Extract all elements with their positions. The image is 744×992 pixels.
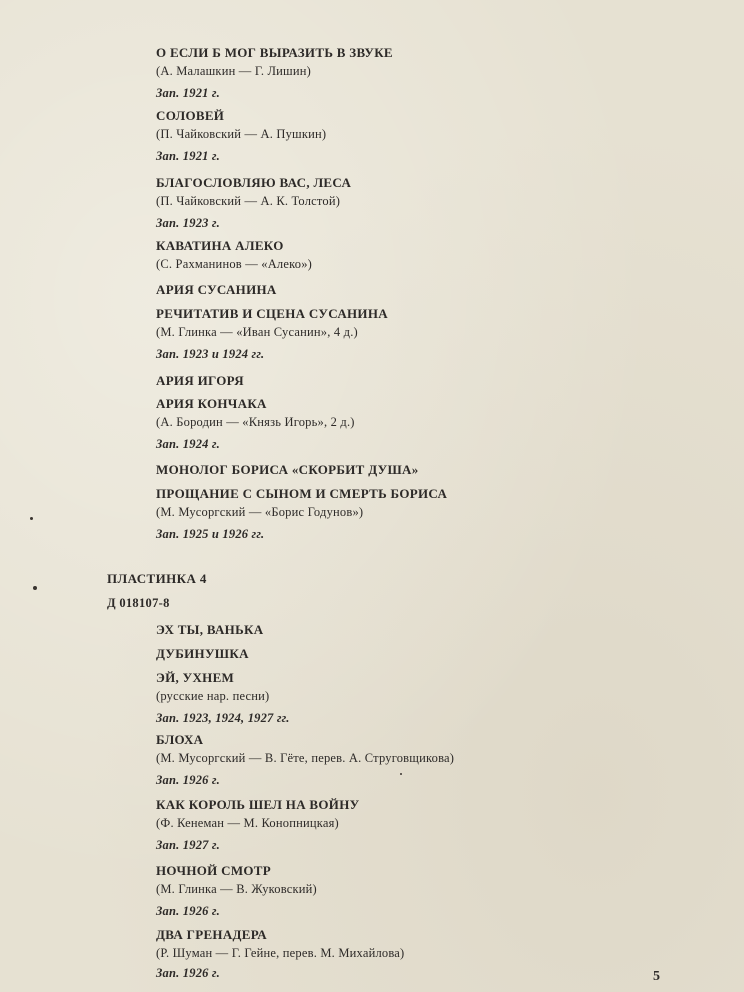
- entry-title: ДУБИНУШКА: [156, 646, 249, 661]
- entry-year: Зап. 1926 г.: [156, 904, 220, 918]
- entry-igor: [156, 371, 716, 454]
- entry-credit: (Ф. Кенеман — М. Конопницкая): [156, 816, 339, 830]
- entry-title: ДВА ГРЕНАДЕРА: [156, 927, 267, 942]
- entry-solovey: [156, 106, 716, 166]
- entry-year: Зап. 1923, 1924, 1927 гг.: [156, 711, 290, 725]
- entry-title: СОЛОВЕЙ: [156, 108, 225, 123]
- entry-year: Зап. 1921 г.: [156, 149, 220, 163]
- entry-credit: (А. Малашкин — Г. Лишин): [156, 64, 312, 78]
- entry-credit: (русские нар. песни): [156, 689, 270, 703]
- entry-susanin: [156, 280, 716, 364]
- entry-credit: (С. Рахманинов — «Алеко»): [156, 257, 313, 271]
- entry-title: БЛАГОСЛОВЛЯЮ ВАС, ЛЕСА: [156, 175, 352, 190]
- entry-o-esli-b-mog: [156, 43, 716, 103]
- entry-year: Зап. 1927 г.: [156, 838, 220, 852]
- entry-year: Зап. 1923 г.: [156, 216, 220, 230]
- entry-credit: (М. Глинка — В. Жуковский): [156, 882, 317, 896]
- entry-credit: (А. Бородин — «Князь Игорь», 2 д.): [156, 415, 355, 429]
- entry-title: КАК КОРОЛЬ ШЕЛ НА ВОЙНУ: [156, 797, 360, 812]
- entry-nochnoy-smotr: [156, 861, 716, 921]
- entry-year: Зап. 1926 г.: [156, 773, 220, 787]
- entry-dva-grenadera: [156, 925, 716, 983]
- entry-year: Зап. 1926 г.: [156, 966, 220, 980]
- ink-speck: [30, 517, 33, 520]
- entry-title: АРИЯ КОНЧАКА: [156, 396, 267, 411]
- entry-credit: (М. Мусоргский — «Борис Годунов»): [156, 505, 364, 519]
- entry-title: АРИЯ СУСАНИНА: [156, 282, 277, 297]
- entry-title: О ЕСЛИ Б МОГ ВЫРАЗИТЬ В ЗВУКЕ: [156, 45, 393, 60]
- record-label: ПЛАСТИНКА 4: [107, 571, 207, 586]
- entry-blagoslovlyayu: [156, 173, 716, 233]
- entry-title: БЛОХА: [156, 732, 204, 747]
- entry-year: Зап. 1924 г.: [156, 437, 220, 451]
- entry-blokha: [156, 730, 716, 790]
- ink-speck: [33, 586, 37, 590]
- entry-title: МОНОЛОГ БОРИСА «СКОРБИТ ДУША»: [156, 462, 419, 477]
- entry-credit: (М. Глинка — «Иван Сусанин», 4 д.): [156, 325, 358, 339]
- entry-title: РЕЧИТАТИВ И СЦЕНА СУСАНИНА: [156, 306, 388, 321]
- entry-boris: [156, 460, 716, 544]
- entry-credit: (Р. Шуман — Г. Гейне, перев. М. Михайлова): [156, 946, 405, 960]
- entry-title: НОЧНОЙ СМОТР: [156, 863, 272, 878]
- entry-year: Зап. 1921 г.: [156, 86, 220, 100]
- entry-credit: (П. Чайковский — А. К. Толстой): [156, 194, 341, 208]
- entry-credit: (М. Мусоргский — В. Гёте, перев. А. Струговщикова): [156, 751, 455, 765]
- record-header: [107, 569, 207, 613]
- ink-speck: [400, 773, 402, 775]
- entry-title: КАВАТИНА АЛЕКО: [156, 238, 284, 253]
- entry-russian-songs: [156, 620, 716, 728]
- entry-year: Зап. 1925 и 1926 гг.: [156, 527, 265, 541]
- entry-year: Зап. 1923 и 1924 гг.: [156, 347, 265, 361]
- entry-title: ПРОЩАНИЕ С СЫНОМ И СМЕРТЬ БОРИСА: [156, 486, 448, 501]
- record-code: Д 018107-8: [107, 596, 170, 610]
- entry-credit: (П. Чайковский — А. Пушкин): [156, 127, 327, 141]
- entry-kavatina-aleko: [156, 236, 716, 274]
- page-number: 5: [653, 969, 660, 984]
- entry-title: АРИЯ ИГОРЯ: [156, 373, 244, 388]
- entry-korol: [156, 795, 716, 855]
- entry-title: ЭХ ТЫ, ВАНЬКА: [156, 622, 264, 637]
- entry-title: ЭЙ, УХНЕМ: [156, 670, 235, 685]
